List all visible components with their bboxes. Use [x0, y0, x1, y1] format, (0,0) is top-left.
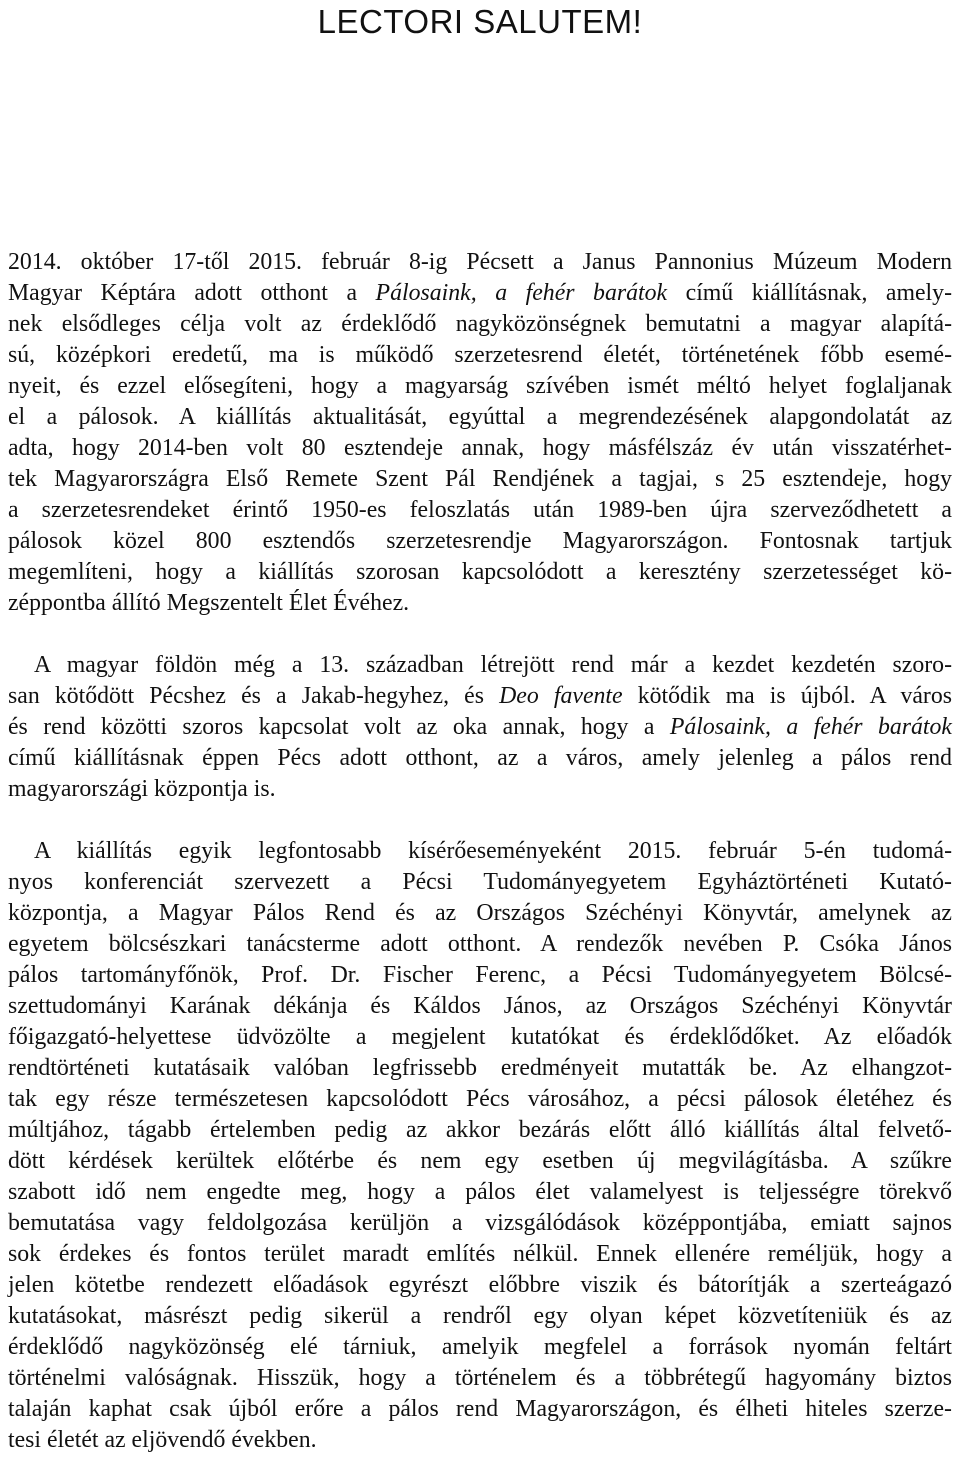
- text-line: nyos konferenciát szervezett a Pécsi Tudományegyetem Egyháztörténeti Kutató-: [8, 869, 952, 895]
- text-line: jelen kötetbe rendezett előadások egyrészt előbbre viszik és bátorítják a szerteágazó: [8, 1272, 952, 1298]
- text-line: zéppontba állító Megszentelt Élet Évéhez.: [8, 590, 410, 616]
- text-line: a szerzetesrendeket érintő 1950-es feloszlatás után 1989-ben újra szerveződhetett a: [8, 497, 952, 523]
- text-run: és rend közötti szoros kapcsolat volt az oka annak, hogy a: [8, 714, 670, 740]
- text-line: megemlíteni, hogy a kiállítás szorosan kapcsolódott a keresztény szerzetességet kö-: [8, 559, 952, 585]
- text-line: 2014. október 17-től 2015. február 8-ig Pécsett a Janus Pannonius Múzeum Modern: [8, 249, 952, 275]
- text-line: kutatásokat, másrészt pedig sikerül a rendről egy olyan képet közvetíteniük és az: [8, 1303, 952, 1329]
- text-line: A kiállítás egyik legfontosabb kísérőeseményeként 2015. február 5-én tudomá-: [34, 838, 952, 864]
- page-title: LECTORI SALUTEM!: [317, 3, 643, 40]
- text-run: Magyar Képtára adott otthont a: [8, 280, 376, 306]
- text-line: bemutatása vagy feldolgozása kerüljön a vizsgálódások középpontjába, emiatt sajnos: [8, 1210, 952, 1236]
- text-line: központja, a Magyar Pálos Rend és az Országos Széchényi Könyvtár, amelynek az: [8, 900, 952, 926]
- text-line: adta, hogy 2014-ben volt 80 esztendeje annak, hogy másfélszáz év után visszatérhet-: [8, 435, 952, 461]
- text-line: nyeit, és ezzel elősegíteni, hogy a magyarság szívében ismét méltó helyet foglaljanak: [8, 373, 952, 399]
- text-line: szabott idő nem engedte meg, hogy a pálos élet valamelyest is teljességre törekvő: [8, 1179, 952, 1205]
- text-line: szettudományi Karának dékánja és Káldos János, az Országos Széchényi Könyvtár: [8, 993, 952, 1019]
- text-line: tak egy része természetesen kapcsolódott Pécs városához, a pécsi pálosok életéhez és: [8, 1086, 952, 1112]
- text-line: főigazgató-helyettese üdvözölte a megjelent kutatókat és érdeklődőket. Az előadók: [8, 1024, 952, 1050]
- text-line: A magyar földön még a 13. században létrejött rend már a kezdet kezdetén szoro-: [34, 652, 952, 678]
- text-line: érdeklődő nagyközönség elé tárniuk, amelyik megfelel a források nyomán feltárt: [8, 1334, 952, 1360]
- text-line: múltjához, tágabb értelemben pedig az akkor bezárás előtt álló kiállítás által felvető-: [8, 1117, 952, 1143]
- text-line: nek elsődleges célja volt az érdeklődő nagyközönségnek bemutatni a magyar alapítá-: [8, 311, 952, 337]
- text-line: [8, 681, 952, 711]
- text-run: san kötődött Pécshez és a Jakab-hegyhez, és: [8, 683, 500, 709]
- text-line: című kiállításnak éppen Pécs adott otthont, az a város, amely jelenleg a pálos rend: [8, 745, 952, 771]
- text-line: talaján kaphat csak újból erőre a pálos rend Magyarországon, és élheti hiteles szerze-: [8, 1396, 952, 1422]
- text-line: el a pálosok. A kiállítás aktualitását, egyúttal a megrendezésének alapgondolatát az: [8, 404, 952, 430]
- text-run: kötődik ma is újból. A város: [622, 683, 952, 709]
- text-line: rendtörténeti kutatásaik valóban legfrissebb eredményeit mutatták be. Az elhangzot-: [8, 1055, 952, 1081]
- latin-phrase: Deo favente: [499, 683, 623, 709]
- text-line: pálos tartományfőnök, Prof. Dr. Fischer Ferenc, a Pécsi Tudományegyetem Bölcsé-: [8, 962, 952, 988]
- text-run: című kiállításnak, amely-: [667, 280, 952, 306]
- text-line: sú, középkori eredetű, ma is működő szerzetesrend életét, történetének főbb esemé-: [8, 342, 952, 368]
- text-line: történelmi valóságnak. Hisszük, hogy a történelem és a többrétegű hagyomány biztos: [8, 1365, 952, 1391]
- exhibition-title: Pálosaink, a fehér barátok: [669, 714, 952, 740]
- text-line: dött kérdések kerültek előtérbe és nem egy esetben új megvilágításba. A szűkre: [8, 1148, 952, 1174]
- text-line: egyetem bölcsészkari tanácsterme adott otthont. A rendezők nevében P. Csóka János: [8, 931, 952, 957]
- text-line: magyarországi központja is.: [8, 776, 276, 802]
- exhibition-title: Pálosaink, a fehér barátok: [375, 280, 668, 306]
- text-line: pálosok közel 800 esztendős szerzetesrendje Magyarországon. Fontosnak tartjuk: [8, 528, 952, 554]
- text-line: tek Magyarországra Első Remete Szent Pál Rendjének a tagjai, s 25 esztendeje, hogy: [8, 466, 952, 492]
- text-line: sok érdekes és fontos terület maradt említés nélkül. Ennek ellenére reméljük, hogy a: [8, 1241, 952, 1267]
- text-line: [8, 278, 952, 308]
- text-line: tesi életét az eljövendő években.: [8, 1427, 317, 1453]
- text-line: [8, 712, 952, 742]
